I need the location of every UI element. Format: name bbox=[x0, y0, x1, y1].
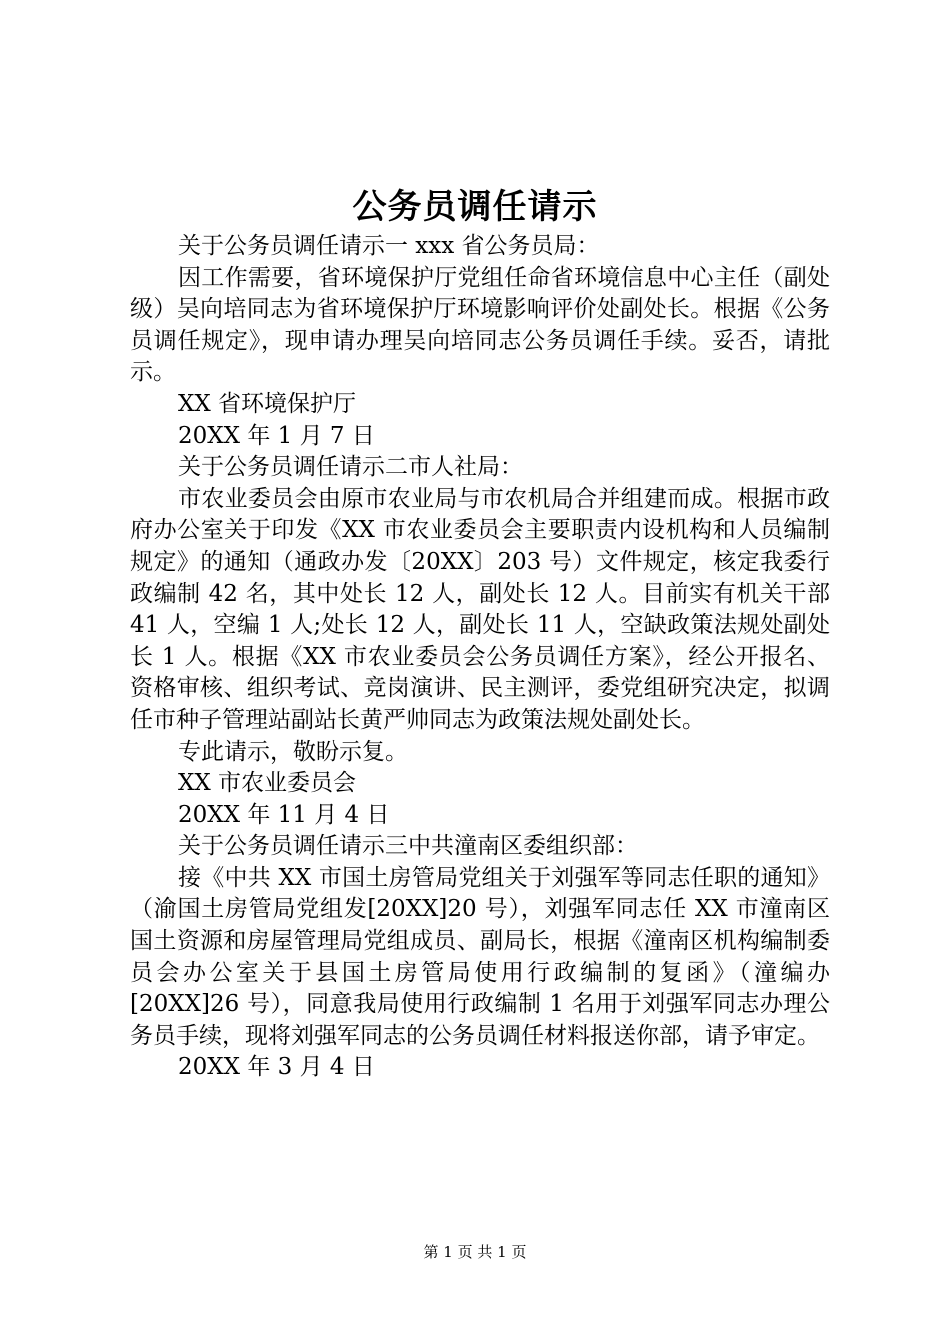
paragraph-1-body: 因工作需要，省环境保护厅党组任命省环境信息中心主任（副处级）吴向培同志为省环境保护厅环境影响评价处副处长。根据《公务员调任规定》，现申请办理吴向培同志公务员调任手续。妥否，请批示。 bbox=[130, 264, 830, 386]
paragraph-3-body: 接《中共 XX 市国土房管局党组关于刘强军等同志任职的通知》（渝国土房管局党组发[20XX]20 号），刘强军同志任 XX 市潼南区国土资源和房屋管理局党组成员、副局长，根据《潼南区机构编制委员会办公室关于县国土房管局使用行政编制的复函》（潼编办[20XX]26 号），同意我局使用行政编制 1 名用于刘强军同志办理公务员手续，现将刘强军同志的公务员调任材料报送你部，请予审定。 bbox=[130, 864, 830, 1049]
paragraph-1-signature: XX 省环境保护厅 bbox=[178, 390, 357, 417]
paragraph-1-heading: 关于公务员调任请示一 xxx 省公务员局： bbox=[178, 233, 600, 259]
paragraph-2-signature: XX 市农业委员会 bbox=[178, 770, 357, 797]
paragraph-1-date: 20XX 年 1 月 7 日 bbox=[178, 422, 375, 449]
paragraph-3-heading: 关于公务员调任请示三中共潼南区委组织部： bbox=[178, 833, 638, 860]
paragraph-2-closing: 专此请示，敬盼示复。 bbox=[178, 738, 408, 765]
paragraph-2-heading: 关于公务员调任请示二市人社局： bbox=[178, 454, 523, 481]
document-title: 公务员调任请示 bbox=[352, 187, 598, 227]
paragraph-3-date: 20XX 年 3 月 4 日 bbox=[178, 1054, 375, 1081]
paragraph-2-body: 市农业委员会由原市农业局与市农机局合并组建而成。根据市政府办公室关于印发《XX 市农业委员会主要职责内设机构和人员编制规定》的通知（通政办发〔20XX〕203 号）文件规定，核定我委行政编制 42 名，其中处长 12 人，副处长 12 人。目前实有机关干部 41 人，空编 1 人;处长 12 人，副处长 11 人，空缺政策法规处副处长 1 人。根据《XX 市农业委员会公务员调任方案》，经公开报名、资格审核、组织考试、竞岗演讲、民主测评，委党组研究决定，拟调任市种子管理站副站长黄严帅同志为政策法规处副处长。 bbox=[130, 485, 830, 733]
page-number-footer: 第 1 页 共 1 页 bbox=[423, 1243, 527, 1261]
paragraph-2-date: 20XX 年 11 月 4 日 bbox=[178, 801, 390, 828]
document-body bbox=[130, 231, 830, 1084]
